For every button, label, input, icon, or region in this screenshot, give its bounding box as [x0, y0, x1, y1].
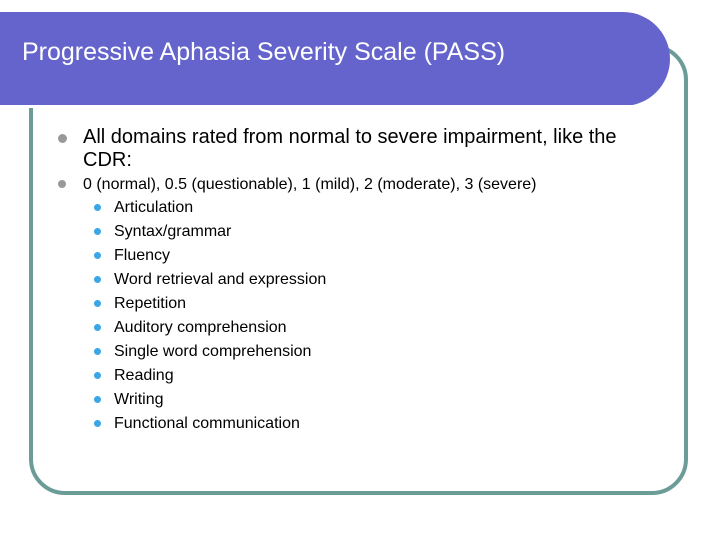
- domain-item: [56, 316, 656, 340]
- sub-bullet-dot-icon: [94, 228, 101, 235]
- domain-text: Articulation: [114, 199, 194, 216]
- slide-content: [56, 126, 656, 436]
- domain-item: [56, 244, 656, 268]
- domain-text: Word retrieval and expression: [114, 271, 327, 288]
- sub-bullet-dot-icon: [94, 204, 101, 211]
- domain-item: [56, 220, 656, 244]
- domain-text: Single word comprehension: [114, 343, 312, 360]
- title-underline: [0, 105, 636, 108]
- domain-text: Functional communication: [114, 415, 300, 432]
- sub-bullet-dot-icon: [94, 300, 101, 307]
- domain-item: [56, 292, 656, 316]
- domain-item: [56, 412, 656, 436]
- domain-text: Fluency: [114, 247, 171, 264]
- bullet-dot-icon: [58, 134, 67, 143]
- domain-text: Auditory comprehension: [114, 319, 287, 336]
- domain-item: [56, 340, 656, 364]
- domain-item: [56, 388, 656, 412]
- sub-bullet-dot-icon: [94, 420, 101, 427]
- domain-item: [56, 196, 656, 220]
- bullet-item: [56, 175, 656, 195]
- sub-bullet-dot-icon: [94, 396, 101, 403]
- sub-bullet-dot-icon: [94, 324, 101, 331]
- domain-text: Syntax/grammar: [114, 223, 232, 240]
- sub-bullet-dot-icon: [94, 348, 101, 355]
- bullet-text: All domains rated from normal to severe impairment, like the CDR:: [83, 126, 617, 171]
- bullet-dot-icon: [58, 180, 66, 188]
- sub-bullet-dot-icon: [94, 372, 101, 379]
- domain-item: [56, 268, 656, 292]
- bullet-text: 0 (normal), 0.5 (questionable), 1 (mild), 2 (moderate), 3 (severe): [83, 176, 537, 193]
- domain-text: Writing: [114, 391, 164, 408]
- bullet-item: [56, 126, 656, 172]
- domain-text: Repetition: [114, 295, 187, 312]
- domain-list: [56, 196, 656, 436]
- domain-text: Reading: [114, 367, 174, 384]
- sub-bullet-dot-icon: [94, 276, 101, 283]
- domain-item: [56, 364, 656, 388]
- slide-title: Progressive Aphasia Severity Scale (PASS): [22, 38, 506, 66]
- sub-bullet-dot-icon: [94, 252, 101, 259]
